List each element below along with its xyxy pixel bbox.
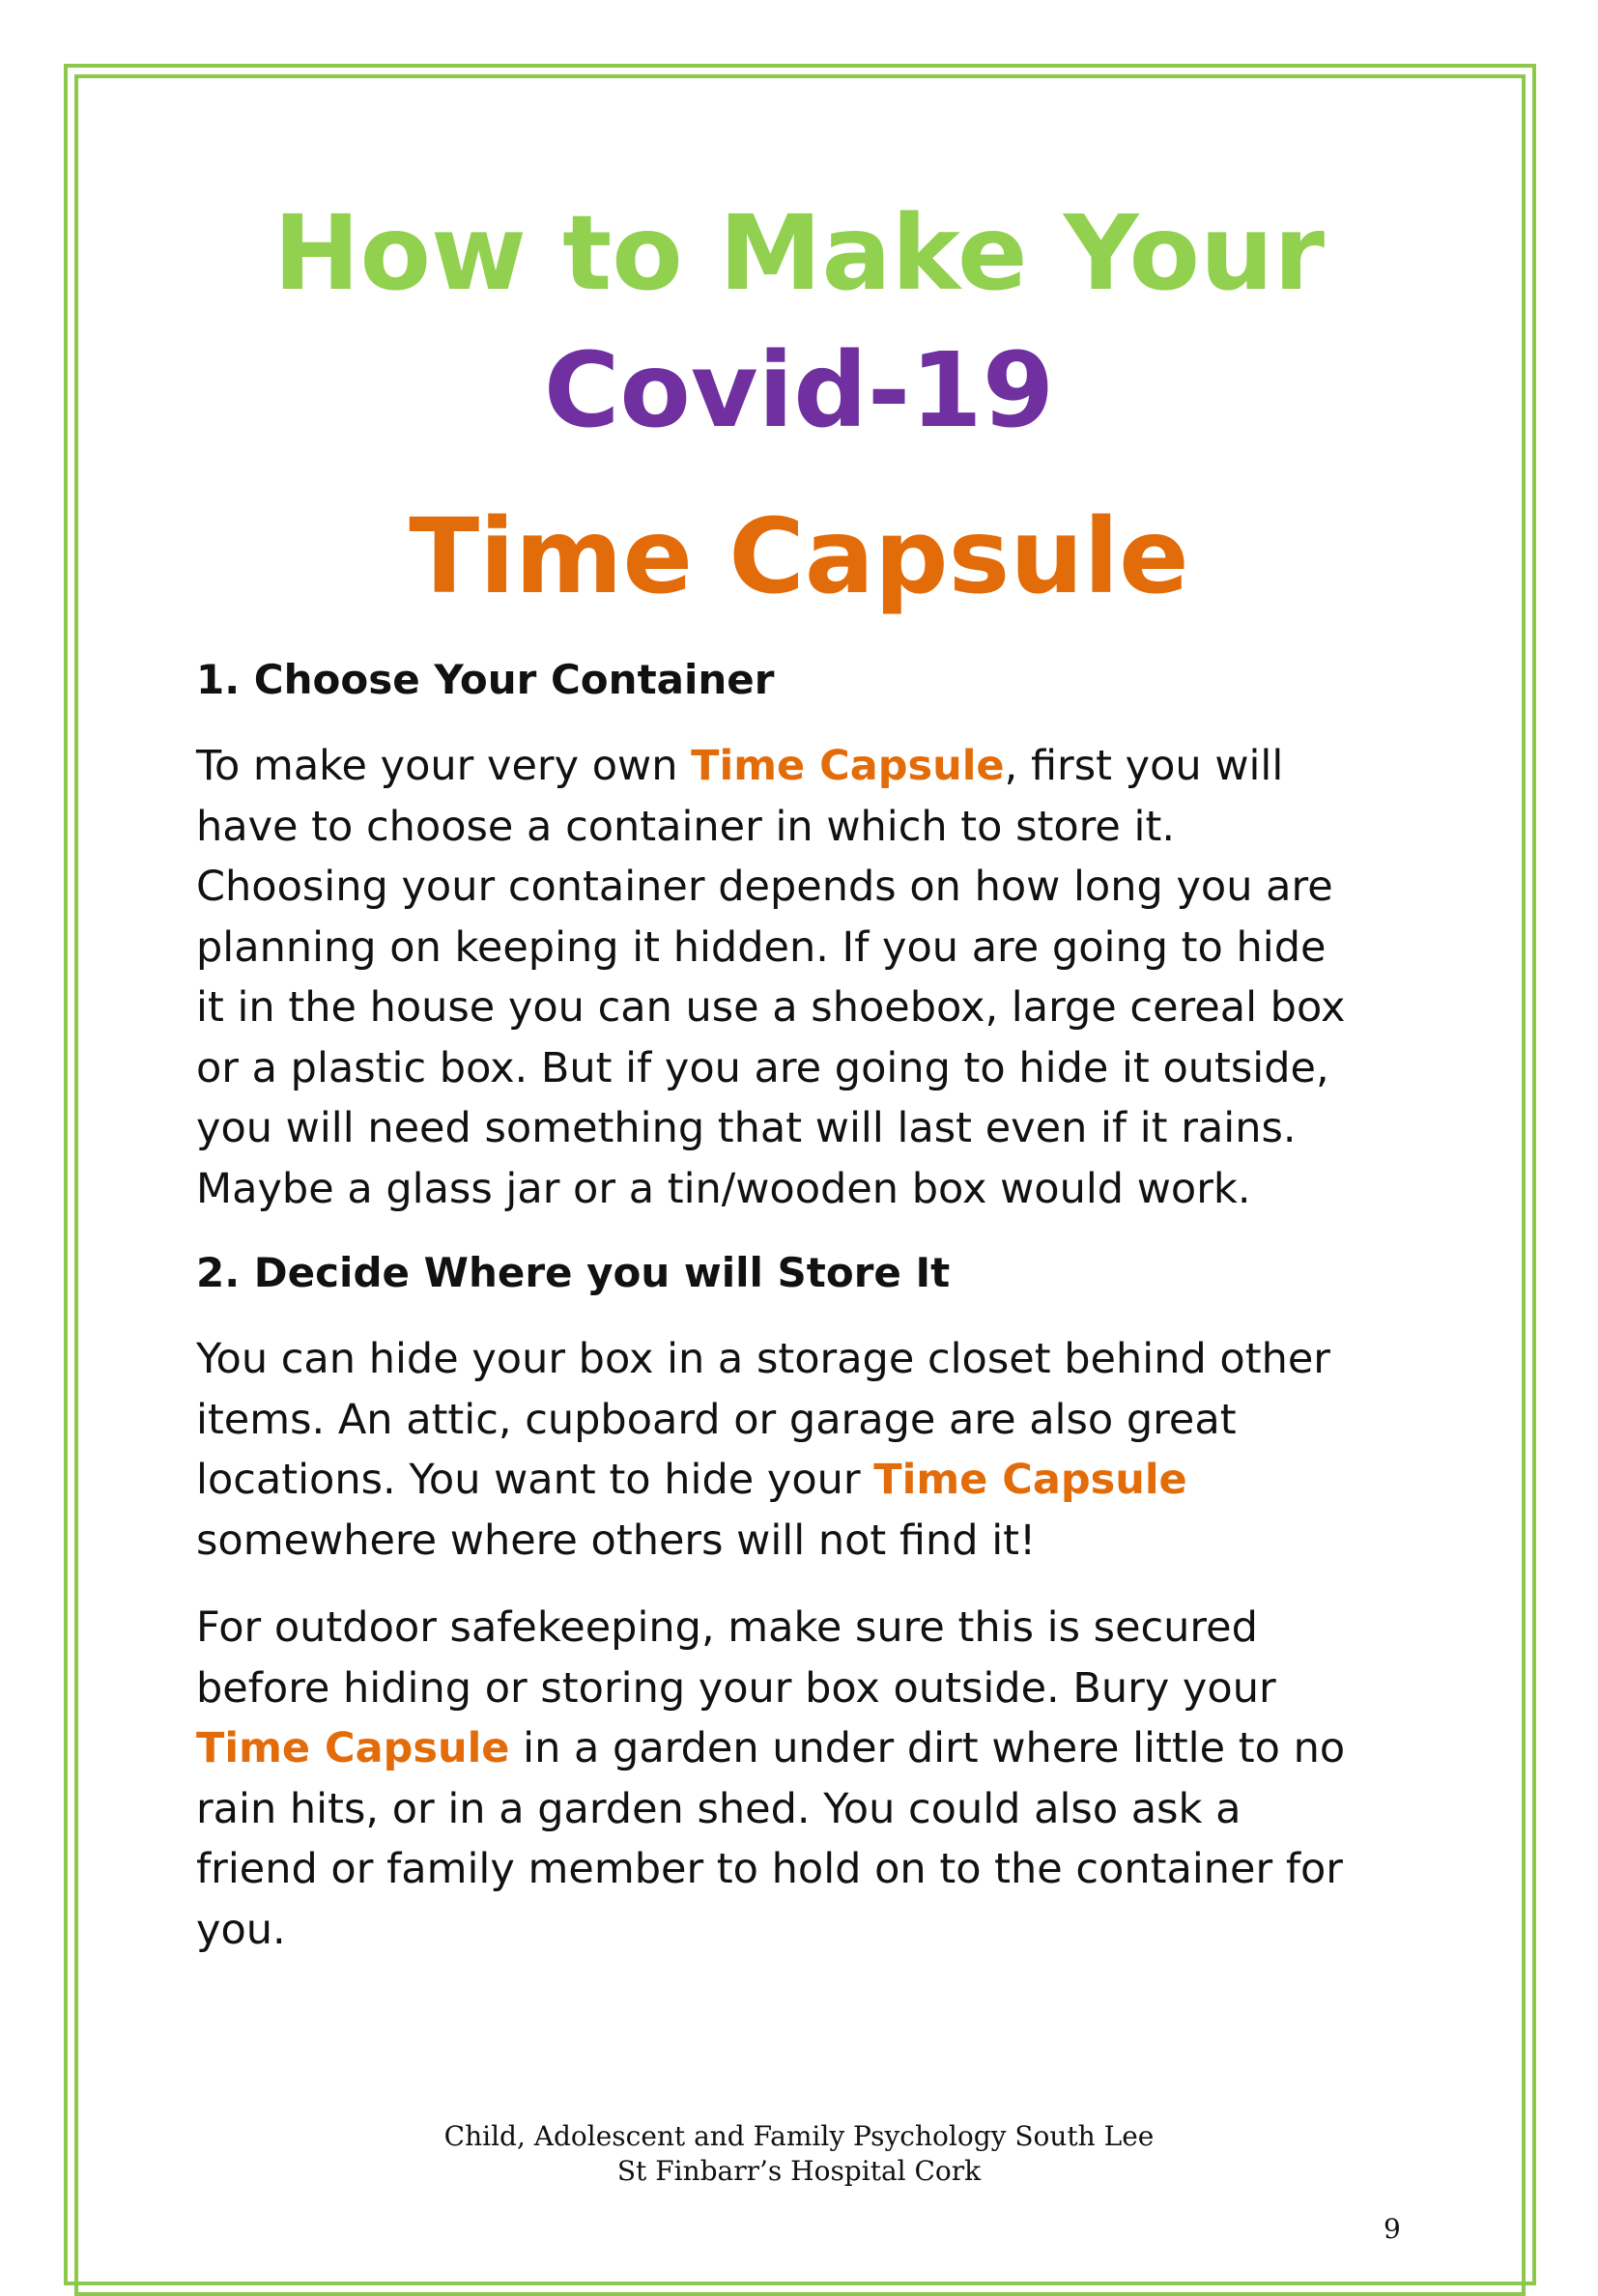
paragraph-line: planning on keeping it hidden. If you are going to hide bbox=[196, 922, 1327, 972]
time-capsule-highlight: Time Capsule bbox=[691, 742, 1005, 790]
paragraph-line: before hiding or storing your box outside. Bury your bbox=[196, 1663, 1276, 1713]
text-run: in a garden under dirt where little to no bbox=[509, 1724, 1346, 1772]
paragraph-line: somewhere where others will not find it! bbox=[196, 1516, 1037, 1565]
section-2-paragraph-2 bbox=[196, 1598, 1452, 1960]
paragraph-line: You can hide your box in a storage closet behind other bbox=[196, 1335, 1330, 1383]
text-run: To make your very own bbox=[196, 742, 692, 790]
page-content bbox=[196, 653, 1452, 1987]
text-run: locations. You want to hide your bbox=[196, 1456, 874, 1504]
text-run: , first you will bbox=[1004, 742, 1284, 790]
footer-hospital: St Finbarr’s Hospital Cork bbox=[616, 2155, 982, 2187]
paragraph-line bbox=[196, 1718, 1452, 1779]
paragraph-line: it in the house you can use a shoebox, large cereal box bbox=[196, 983, 1346, 1032]
paragraph-line: rain hits, or in a garden shed. You could also ask a bbox=[196, 1784, 1241, 1833]
title-line-1: How to Make Your bbox=[273, 194, 1325, 314]
paragraph-line: Choosing your container depends on how long you are bbox=[196, 863, 1333, 911]
paragraph-line: you will need something that will last even if it rains. bbox=[196, 1104, 1297, 1152]
title-line-3: Time Capsule bbox=[409, 497, 1189, 617]
paragraph-line bbox=[196, 736, 1452, 797]
footer-organization: Child, Adolescent and Family Psychology South Lee bbox=[443, 2120, 1155, 2152]
paragraph-line: or a plastic box. But if you are going to hide it outside, bbox=[196, 1043, 1329, 1092]
paragraph-line: items. An attic, cupboard or garage are also great bbox=[196, 1395, 1237, 1444]
section-1-heading: 1. Choose Your Container bbox=[196, 656, 775, 703]
paragraph-line: Maybe a glass jar or a tin/wooden box would work. bbox=[196, 1164, 1251, 1213]
section-1-paragraph bbox=[196, 736, 1452, 1219]
page-footer bbox=[0, 2119, 1598, 2189]
paragraph-line: friend or family member to hold on to the container for bbox=[196, 1845, 1343, 1893]
time-capsule-highlight: Time Capsule bbox=[873, 1456, 1187, 1504]
time-capsule-highlight: Time Capsule bbox=[196, 1724, 510, 1772]
paragraph-line: have to choose a container in which to store it. bbox=[196, 802, 1176, 851]
paragraph-line: For outdoor safekeeping, make sure this is secured bbox=[196, 1603, 1258, 1652]
title-line-2: Covid-19 bbox=[543, 331, 1055, 451]
paragraph-line: you. bbox=[196, 1905, 286, 1954]
section-2-heading: 2. Decide Where you will Store It bbox=[196, 1249, 951, 1296]
paragraph-line bbox=[196, 1450, 1452, 1511]
page-number: 9 bbox=[1384, 2213, 1401, 2245]
section-2-paragraph-1 bbox=[196, 1329, 1452, 1571]
